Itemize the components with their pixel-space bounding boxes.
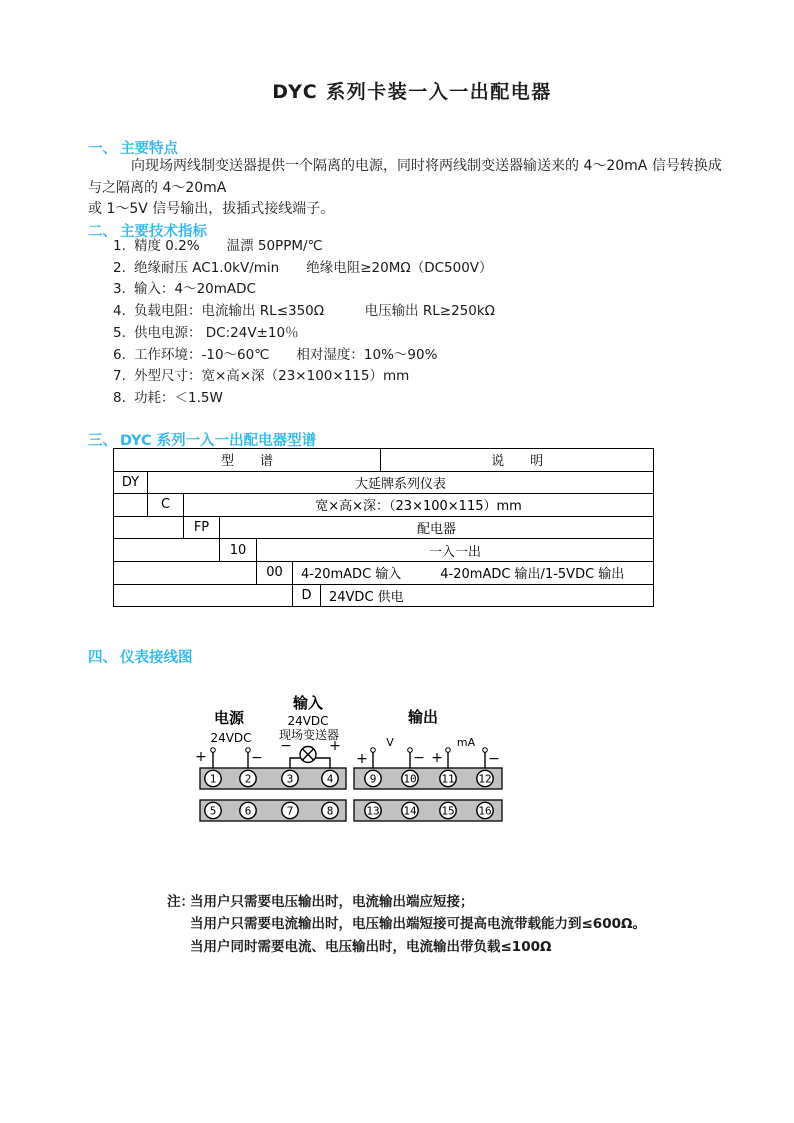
model-table-row [114, 494, 654, 517]
terminal-number: 1 [209, 772, 217, 786]
model-table-header-row [114, 449, 654, 472]
plus-sign: + [356, 751, 368, 767]
power-minus-lead [246, 748, 263, 768]
terminal-number: 9 [369, 772, 377, 786]
transmitter-loop [280, 738, 341, 768]
lead-tip [446, 748, 451, 753]
milliamp-unit-label: mA [456, 736, 476, 749]
current-output-minus-lead [483, 748, 500, 768]
spec-item-number: 6. [113, 346, 126, 363]
terminal-number: 15 [441, 804, 455, 818]
model-code-cell: DY [114, 471, 148, 494]
model-table-empty-cell [114, 494, 148, 517]
spec-item-text: 外型尺寸：宽×高×深（23×100×115）mm [134, 368, 410, 385]
note-label: 注： [167, 894, 194, 910]
section-4-title: 仪表接线图 [120, 650, 193, 666]
note-text: 当用户只需要电压输出时，电流输出端应短接； [190, 894, 474, 910]
spec-item [113, 236, 495, 258]
note-line-3: 当用户同时需要电流、电压输出时，电流输出带负载≤100Ω [190, 938, 552, 955]
terminal-number: 11 [441, 772, 455, 786]
model-spectrum-table [113, 448, 654, 607]
section-2-title: 主要技术指标 [120, 224, 207, 240]
notes-block [167, 891, 646, 958]
lead-tip [483, 748, 488, 753]
model-description-cell: 大延牌系列仪表 [148, 471, 654, 494]
section-3-title: DYC 系列一入一出配电器型谱 [120, 433, 317, 449]
output-label: 输出 [407, 708, 439, 726]
spec-item [113, 388, 495, 410]
volt-output-minus-lead [408, 748, 425, 768]
section-4-heading [88, 646, 193, 667]
spec-list [113, 236, 495, 410]
section-3-number: 三、 [88, 433, 117, 449]
spec-item [113, 301, 495, 323]
model-code-cell: FP [184, 516, 220, 539]
spec-item-number: 5. [113, 324, 126, 341]
lead-tip [211, 748, 216, 753]
minus-sign: − [488, 751, 500, 767]
spec-item [113, 258, 495, 280]
model-description-cell: 宽×高×深：（23×100×115）mm [184, 494, 654, 517]
spec-item-text: 供电电源： DC:24V±10％ [134, 324, 299, 341]
terminal-number: 6 [244, 804, 252, 818]
spec-item-text: 负载电阻：电流输出 RL≤350Ω 电压输出 RL≥250kΩ [134, 303, 495, 320]
model-table-empty-cell [114, 516, 184, 539]
features-line-2: 或 1～5V 信号输出，拔插式接线端子。 [88, 201, 335, 217]
spec-item-text: 输入：4～20mADC [134, 281, 256, 298]
power-plus-lead [195, 748, 215, 768]
power-label: 电源 [213, 709, 245, 727]
input-label: 输入 [292, 694, 324, 712]
spec-item-text: 工作环境：-10～60℃ 相对湿度：10%～90% [134, 346, 438, 363]
volt-unit-label: V [386, 736, 394, 749]
section-2-number: 二、 [88, 224, 117, 240]
model-table-empty-cell [114, 584, 293, 607]
field-transmitter-label: 现场变送器 [278, 728, 340, 742]
spec-item-text: 功耗：＜1.5W [134, 389, 223, 406]
model-table-wrapper [113, 448, 654, 607]
model-description-cell: 4-20mADC 输入 4-20mADC 输出/1-5VDC 输出 [293, 561, 654, 584]
section-4-number: 四、 [88, 650, 117, 666]
spec-item-text: 精度 0.2% 温漂 50PPM/℃ [134, 238, 323, 254]
section-1-number: 一、 [88, 141, 117, 157]
plus-sign: + [431, 750, 443, 766]
model-table-row [114, 584, 654, 607]
terminal-number: 3 [286, 772, 294, 786]
section-1-heading [88, 137, 178, 158]
note-line-2: 当用户只需要电流输出时，电压输出端短接可提高电流带载能力到≤600Ω。 [190, 916, 646, 933]
minus-sign: − [413, 750, 425, 766]
spec-item-number: 1. [113, 238, 126, 254]
model-description-cell: 配电器 [220, 516, 654, 539]
features-paragraph [88, 156, 728, 221]
terminal-number: 12 [478, 772, 492, 786]
spec-item [113, 279, 495, 301]
terminal-number: 8 [326, 804, 334, 818]
model-table-row [114, 561, 654, 584]
model-table-row [114, 471, 654, 494]
model-code-cell: 10 [220, 539, 257, 562]
volt-output-plus-lead [356, 748, 375, 768]
model-description-cell: 一入一出 [257, 539, 654, 562]
note-line-1 [167, 891, 646, 913]
model-code-cell: 00 [257, 561, 293, 584]
terminal-number: 4 [326, 772, 334, 786]
lead-tip [246, 748, 251, 753]
spec-item [113, 323, 495, 345]
spec-item-number: 8. [113, 389, 126, 406]
power-voltage-label: 24VDC [210, 731, 252, 745]
model-code-cell: D [293, 584, 321, 607]
model-table-row [114, 516, 654, 539]
spec-item-number: 2. [113, 259, 126, 276]
model-code-cell: C [148, 494, 184, 517]
spec-item-number: 7. [113, 368, 126, 385]
spec-item [113, 345, 495, 367]
wiring-diagram [180, 688, 520, 836]
plus-sign: + [195, 749, 207, 765]
section-1-title: 主要特点 [120, 141, 178, 157]
spec-item-number: 4. [113, 303, 126, 320]
terminal-number: 14 [403, 804, 417, 818]
spec-item [113, 366, 495, 388]
lead-tip [408, 748, 413, 753]
features-line-1: 向现场两线制变送器提供一个隔离的电源，同时将两线制变送器输送来的 4～20mA 信号转换成与之隔离的 4～20mA [88, 158, 722, 196]
terminal-number: 13 [366, 804, 380, 818]
page-title: DYC 系列卡装一入一出配电器 [272, 81, 552, 103]
minus-sign: − [251, 750, 263, 766]
plus-sign: + [329, 738, 341, 754]
model-description-cell: 24VDC 供电 [321, 584, 654, 607]
model-table-empty-cell [114, 539, 220, 562]
description-column-header: 说 明 [381, 449, 654, 472]
spec-item-text: 绝缘耐压 AC1.0kV/min 绝缘电阻≥20MΩ（DC500V） [134, 259, 493, 276]
current-output-plus-lead [431, 748, 450, 768]
model-table-empty-cell [114, 561, 257, 584]
terminal-number: 5 [209, 804, 217, 818]
input-voltage-label: 24VDC [287, 714, 329, 728]
terminal-number: 10 [403, 772, 417, 786]
section-3-heading [88, 429, 316, 450]
model-table-row [114, 539, 654, 562]
lead-tip [371, 748, 376, 753]
terminal-number: 2 [244, 772, 252, 786]
terminal-number: 7 [286, 804, 294, 818]
model-column-header: 型 谱 [114, 449, 381, 472]
spec-item-number: 3. [113, 281, 126, 298]
terminal-number: 16 [478, 804, 492, 818]
minus-sign: − [280, 738, 292, 754]
